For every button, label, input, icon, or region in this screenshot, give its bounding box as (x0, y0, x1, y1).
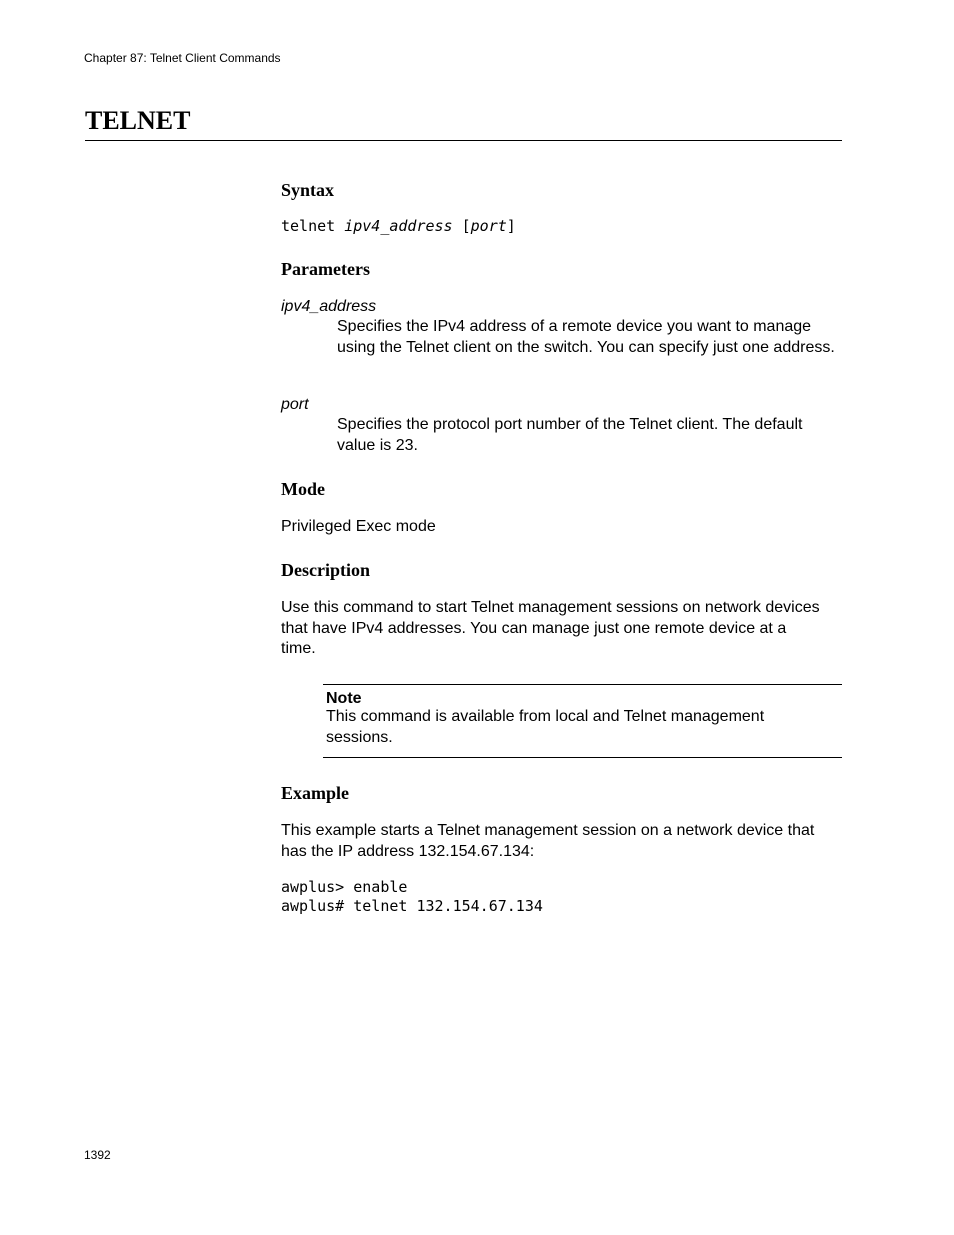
param-name-port: port (281, 396, 309, 413)
description-heading: Description (281, 560, 370, 580)
note-title: Note (326, 690, 362, 707)
note-text: This command is available from local and Telnet management sessions. (326, 708, 765, 746)
page-number: 1392 (84, 1148, 111, 1162)
syntax-arg-ipv4: ipv4_address (344, 217, 453, 235)
title-divider (85, 140, 842, 141)
example-code-line: awplus# telnet 132.154.67.134 (281, 897, 543, 915)
param-desc-ipv4-address: Specifies the IPv4 address of a remote device you want to manage using the Telnet client on the switch. You can specify just one address. (337, 318, 835, 356)
syntax-line (281, 217, 516, 236)
example-heading: Example (281, 783, 350, 803)
note-box (323, 684, 842, 758)
page-title: TELNET (85, 106, 191, 135)
mode-text: Privileged Exec mode (281, 518, 436, 535)
param-desc-port: Specifies the protocol port number of the Telnet client. The default value is 23. (337, 416, 803, 454)
param-name-ipv4-address: ipv4_address (281, 298, 377, 315)
syntax-heading: Syntax (281, 180, 335, 200)
syntax-open-bracket: [ (461, 217, 471, 235)
example-text: This example starts a Telnet management session on a network device that has the IP address 132.154.67.134: (281, 822, 815, 860)
mode-heading: Mode (281, 479, 325, 499)
syntax-arg-port: port (470, 217, 507, 235)
syntax-close-bracket: ] (506, 217, 516, 235)
parameters-heading: Parameters (281, 259, 370, 279)
running-header: Chapter 87: Telnet Client Commands (84, 51, 281, 65)
example-code-line: awplus> enable (281, 878, 408, 896)
description-text: Use this command to start Telnet management sessions on network devices that have IPv4 addresses. You can manage just one remote device at a time. (281, 599, 820, 657)
syntax-command: telnet (281, 217, 336, 235)
